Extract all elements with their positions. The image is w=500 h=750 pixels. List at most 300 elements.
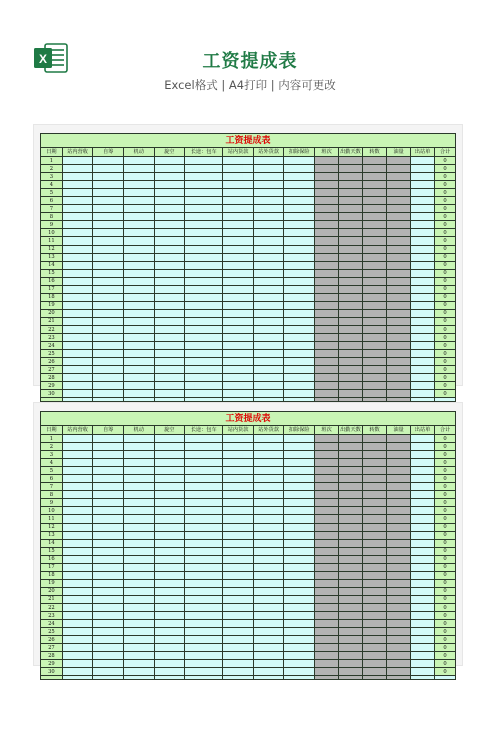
data-cell[interactable] bbox=[62, 555, 93, 563]
day-cell[interactable]: 17 bbox=[41, 285, 63, 293]
data-cell[interactable] bbox=[223, 237, 254, 245]
day-cell[interactable]: 4 bbox=[41, 459, 63, 467]
data-cell[interactable] bbox=[253, 350, 284, 358]
day-cell[interactable]: 8 bbox=[41, 491, 63, 499]
data-cell[interactable] bbox=[338, 523, 362, 531]
total-cell[interactable]: 0 bbox=[435, 555, 456, 563]
data-cell[interactable] bbox=[253, 523, 284, 531]
data-cell[interactable] bbox=[314, 676, 338, 680]
day-cell[interactable]: 20 bbox=[41, 309, 63, 317]
data-cell[interactable] bbox=[314, 325, 338, 333]
data-cell[interactable] bbox=[363, 165, 387, 173]
data-cell[interactable] bbox=[253, 325, 284, 333]
data-cell[interactable] bbox=[223, 157, 254, 165]
data-cell[interactable] bbox=[363, 595, 387, 603]
data-cell[interactable] bbox=[154, 342, 185, 350]
total-cell[interactable]: 0 bbox=[435, 205, 456, 213]
data-cell[interactable] bbox=[123, 309, 154, 317]
data-cell[interactable] bbox=[338, 334, 362, 342]
data-cell[interactable] bbox=[387, 269, 411, 277]
data-cell[interactable] bbox=[363, 213, 387, 221]
day-cell[interactable]: 28 bbox=[41, 374, 63, 382]
data-cell[interactable] bbox=[123, 507, 154, 515]
data-cell[interactable] bbox=[411, 213, 435, 221]
data-cell[interactable] bbox=[185, 366, 223, 374]
data-cell[interactable] bbox=[123, 277, 154, 285]
data-cell[interactable] bbox=[363, 237, 387, 245]
data-cell[interactable] bbox=[338, 652, 362, 660]
data-cell[interactable] bbox=[314, 390, 338, 398]
data-cell[interactable] bbox=[284, 547, 315, 555]
data-cell[interactable] bbox=[253, 285, 284, 293]
data-cell[interactable] bbox=[123, 221, 154, 229]
data-cell[interactable] bbox=[62, 181, 93, 189]
data-cell[interactable] bbox=[387, 459, 411, 467]
data-cell[interactable] bbox=[123, 325, 154, 333]
data-cell[interactable] bbox=[387, 157, 411, 165]
data-cell[interactable] bbox=[314, 579, 338, 587]
data-cell[interactable] bbox=[338, 451, 362, 459]
data-cell[interactable] bbox=[284, 382, 315, 390]
day-cell[interactable]: 22 bbox=[41, 325, 63, 333]
data-cell[interactable] bbox=[284, 197, 315, 205]
data-cell[interactable] bbox=[411, 181, 435, 189]
data-cell[interactable] bbox=[253, 277, 284, 285]
data-cell[interactable] bbox=[185, 676, 223, 680]
total-cell[interactable]: 0 bbox=[435, 309, 456, 317]
data-cell[interactable] bbox=[411, 358, 435, 366]
data-cell[interactable] bbox=[93, 301, 124, 309]
data-cell[interactable] bbox=[411, 612, 435, 620]
total-cell[interactable]: 0 bbox=[435, 628, 456, 636]
data-cell[interactable] bbox=[62, 612, 93, 620]
data-cell[interactable] bbox=[387, 547, 411, 555]
data-cell[interactable] bbox=[62, 261, 93, 269]
total-cell[interactable]: 0 bbox=[435, 237, 456, 245]
data-cell[interactable] bbox=[93, 595, 124, 603]
data-cell[interactable] bbox=[93, 181, 124, 189]
data-cell[interactable] bbox=[253, 221, 284, 229]
data-cell[interactable] bbox=[411, 515, 435, 523]
day-cell[interactable]: 24 bbox=[41, 342, 63, 350]
data-cell[interactable] bbox=[62, 197, 93, 205]
data-cell[interactable] bbox=[62, 325, 93, 333]
data-cell[interactable] bbox=[411, 205, 435, 213]
data-cell[interactable] bbox=[253, 374, 284, 382]
data-cell[interactable] bbox=[93, 285, 124, 293]
data-cell[interactable] bbox=[411, 317, 435, 325]
data-cell[interactable] bbox=[411, 374, 435, 382]
data-cell[interactable] bbox=[363, 390, 387, 398]
data-cell[interactable] bbox=[338, 342, 362, 350]
data-cell[interactable] bbox=[314, 382, 338, 390]
day-cell[interactable]: 10 bbox=[41, 229, 63, 237]
data-cell[interactable] bbox=[62, 301, 93, 309]
data-cell[interactable] bbox=[387, 507, 411, 515]
data-cell[interactable] bbox=[253, 652, 284, 660]
data-cell[interactable] bbox=[387, 358, 411, 366]
data-cell[interactable] bbox=[93, 644, 124, 652]
data-cell[interactable] bbox=[253, 603, 284, 611]
data-cell[interactable] bbox=[154, 459, 185, 467]
data-cell[interactable] bbox=[154, 213, 185, 221]
data-cell[interactable] bbox=[123, 668, 154, 676]
data-cell[interactable] bbox=[284, 309, 315, 317]
data-cell[interactable] bbox=[387, 374, 411, 382]
data-cell[interactable] bbox=[387, 660, 411, 668]
data-cell[interactable] bbox=[411, 523, 435, 531]
day-cell[interactable]: 10 bbox=[41, 507, 63, 515]
data-cell[interactable] bbox=[123, 547, 154, 555]
data-cell[interactable] bbox=[363, 459, 387, 467]
data-cell[interactable] bbox=[253, 483, 284, 491]
data-cell[interactable] bbox=[154, 563, 185, 571]
total-cell[interactable]: 0 bbox=[435, 157, 456, 165]
data-cell[interactable] bbox=[154, 325, 185, 333]
data-cell[interactable] bbox=[93, 165, 124, 173]
data-cell[interactable] bbox=[123, 483, 154, 491]
data-cell[interactable] bbox=[185, 531, 223, 539]
data-cell[interactable] bbox=[435, 676, 456, 680]
data-cell[interactable] bbox=[223, 451, 254, 459]
data-cell[interactable] bbox=[338, 237, 362, 245]
data-cell[interactable] bbox=[314, 636, 338, 644]
data-cell[interactable] bbox=[363, 515, 387, 523]
data-cell[interactable] bbox=[363, 358, 387, 366]
data-cell[interactable] bbox=[93, 245, 124, 253]
day-cell[interactable]: 12 bbox=[41, 245, 63, 253]
data-cell[interactable] bbox=[123, 555, 154, 563]
data-cell[interactable] bbox=[123, 334, 154, 342]
data-cell[interactable] bbox=[223, 229, 254, 237]
data-cell[interactable] bbox=[284, 563, 315, 571]
data-cell[interactable] bbox=[185, 523, 223, 531]
data-cell[interactable] bbox=[93, 221, 124, 229]
data-cell[interactable] bbox=[223, 261, 254, 269]
total-cell[interactable]: 0 bbox=[435, 523, 456, 531]
data-cell[interactable] bbox=[338, 483, 362, 491]
data-cell[interactable] bbox=[185, 309, 223, 317]
data-cell[interactable] bbox=[338, 539, 362, 547]
data-cell[interactable] bbox=[284, 628, 315, 636]
total-cell[interactable]: 0 bbox=[435, 189, 456, 197]
data-cell[interactable] bbox=[338, 475, 362, 483]
data-cell[interactable] bbox=[411, 390, 435, 398]
data-cell[interactable] bbox=[253, 579, 284, 587]
data-cell[interactable] bbox=[185, 317, 223, 325]
data-cell[interactable] bbox=[154, 165, 185, 173]
data-cell[interactable] bbox=[223, 374, 254, 382]
data-cell[interactable] bbox=[185, 483, 223, 491]
total-cell[interactable]: 0 bbox=[435, 261, 456, 269]
data-cell[interactable] bbox=[314, 443, 338, 451]
data-cell[interactable] bbox=[223, 317, 254, 325]
data-cell[interactable] bbox=[223, 350, 254, 358]
data-cell[interactable] bbox=[93, 189, 124, 197]
data-cell[interactable] bbox=[93, 628, 124, 636]
data-cell[interactable] bbox=[123, 499, 154, 507]
data-cell[interactable] bbox=[154, 285, 185, 293]
data-cell[interactable] bbox=[223, 342, 254, 350]
data-cell[interactable] bbox=[253, 309, 284, 317]
data-cell[interactable] bbox=[314, 451, 338, 459]
data-cell[interactable] bbox=[185, 374, 223, 382]
data-cell[interactable] bbox=[387, 382, 411, 390]
data-cell[interactable] bbox=[411, 628, 435, 636]
data-cell[interactable] bbox=[154, 579, 185, 587]
data-cell[interactable] bbox=[62, 628, 93, 636]
total-cell[interactable]: 0 bbox=[435, 277, 456, 285]
data-cell[interactable] bbox=[253, 382, 284, 390]
total-cell[interactable]: 0 bbox=[435, 221, 456, 229]
data-cell[interactable] bbox=[223, 668, 254, 676]
data-cell[interactable] bbox=[185, 390, 223, 398]
data-cell[interactable] bbox=[284, 350, 315, 358]
data-cell[interactable] bbox=[123, 459, 154, 467]
data-cell[interactable] bbox=[123, 539, 154, 547]
data-cell[interactable] bbox=[253, 563, 284, 571]
data-cell[interactable] bbox=[284, 253, 315, 261]
total-cell[interactable]: 0 bbox=[435, 443, 456, 451]
data-cell[interactable] bbox=[93, 451, 124, 459]
total-cell[interactable]: 0 bbox=[435, 531, 456, 539]
data-cell[interactable] bbox=[93, 668, 124, 676]
data-cell[interactable] bbox=[314, 491, 338, 499]
data-cell[interactable] bbox=[314, 245, 338, 253]
data-cell[interactable] bbox=[363, 221, 387, 229]
data-cell[interactable] bbox=[253, 293, 284, 301]
data-cell[interactable] bbox=[411, 595, 435, 603]
data-cell[interactable] bbox=[253, 595, 284, 603]
data-cell[interactable] bbox=[185, 334, 223, 342]
data-cell[interactable] bbox=[363, 189, 387, 197]
data-cell[interactable] bbox=[154, 358, 185, 366]
data-cell[interactable] bbox=[314, 499, 338, 507]
data-cell[interactable] bbox=[411, 603, 435, 611]
data-cell[interactable] bbox=[363, 491, 387, 499]
data-cell[interactable] bbox=[411, 571, 435, 579]
data-cell[interactable] bbox=[338, 571, 362, 579]
data-cell[interactable] bbox=[338, 603, 362, 611]
data-cell[interactable] bbox=[185, 189, 223, 197]
data-cell[interactable] bbox=[284, 374, 315, 382]
data-cell[interactable] bbox=[123, 374, 154, 382]
data-cell[interactable] bbox=[284, 451, 315, 459]
data-cell[interactable] bbox=[411, 173, 435, 181]
data-cell[interactable] bbox=[387, 366, 411, 374]
day-cell[interactable]: 16 bbox=[41, 277, 63, 285]
data-cell[interactable] bbox=[387, 523, 411, 531]
data-cell[interactable] bbox=[123, 587, 154, 595]
data-cell[interactable] bbox=[154, 382, 185, 390]
data-cell[interactable] bbox=[223, 644, 254, 652]
data-cell[interactable] bbox=[154, 499, 185, 507]
data-cell[interactable] bbox=[387, 181, 411, 189]
data-cell[interactable] bbox=[253, 237, 284, 245]
total-cell[interactable]: 0 bbox=[435, 563, 456, 571]
data-cell[interactable] bbox=[185, 261, 223, 269]
data-cell[interactable] bbox=[314, 612, 338, 620]
day-cell[interactable]: 30 bbox=[41, 668, 63, 676]
data-cell[interactable] bbox=[154, 523, 185, 531]
total-cell[interactable]: 0 bbox=[435, 253, 456, 261]
data-cell[interactable] bbox=[185, 507, 223, 515]
data-cell[interactable] bbox=[314, 507, 338, 515]
data-cell[interactable] bbox=[284, 515, 315, 523]
data-cell[interactable] bbox=[387, 579, 411, 587]
data-cell[interactable] bbox=[154, 612, 185, 620]
data-cell[interactable] bbox=[411, 531, 435, 539]
data-cell[interactable] bbox=[185, 467, 223, 475]
data-cell[interactable] bbox=[154, 293, 185, 301]
data-cell[interactable] bbox=[363, 668, 387, 676]
data-cell[interactable] bbox=[223, 213, 254, 221]
data-cell[interactable] bbox=[363, 539, 387, 547]
data-cell[interactable] bbox=[284, 555, 315, 563]
total-cell[interactable]: 0 bbox=[435, 325, 456, 333]
data-cell[interactable] bbox=[411, 342, 435, 350]
data-cell[interactable] bbox=[411, 443, 435, 451]
data-cell[interactable] bbox=[387, 277, 411, 285]
data-cell[interactable] bbox=[411, 325, 435, 333]
data-cell[interactable] bbox=[314, 181, 338, 189]
data-cell[interactable] bbox=[387, 213, 411, 221]
data-cell[interactable] bbox=[314, 197, 338, 205]
data-cell[interactable] bbox=[62, 603, 93, 611]
data-cell[interactable] bbox=[185, 644, 223, 652]
data-cell[interactable] bbox=[62, 350, 93, 358]
data-cell[interactable] bbox=[338, 507, 362, 515]
day-cell[interactable]: 13 bbox=[41, 531, 63, 539]
data-cell[interactable] bbox=[387, 603, 411, 611]
data-cell[interactable] bbox=[223, 443, 254, 451]
data-cell[interactable] bbox=[314, 350, 338, 358]
data-cell[interactable] bbox=[62, 515, 93, 523]
day-cell[interactable]: 21 bbox=[41, 595, 63, 603]
data-cell[interactable] bbox=[387, 253, 411, 261]
data-cell[interactable] bbox=[314, 165, 338, 173]
data-cell[interactable] bbox=[284, 301, 315, 309]
data-cell[interactable] bbox=[387, 595, 411, 603]
data-cell[interactable] bbox=[411, 237, 435, 245]
data-cell[interactable] bbox=[185, 382, 223, 390]
data-cell[interactable] bbox=[223, 325, 254, 333]
data-cell[interactable] bbox=[363, 499, 387, 507]
data-cell[interactable] bbox=[387, 165, 411, 173]
data-cell[interactable] bbox=[387, 620, 411, 628]
data-cell[interactable] bbox=[154, 181, 185, 189]
total-cell[interactable]: 0 bbox=[435, 587, 456, 595]
data-cell[interactable] bbox=[363, 309, 387, 317]
day-cell[interactable]: 2 bbox=[41, 443, 63, 451]
data-cell[interactable] bbox=[123, 269, 154, 277]
data-cell[interactable] bbox=[223, 181, 254, 189]
data-cell[interactable] bbox=[338, 636, 362, 644]
data-cell[interactable] bbox=[123, 660, 154, 668]
data-cell[interactable] bbox=[284, 358, 315, 366]
total-cell[interactable]: 0 bbox=[435, 374, 456, 382]
data-cell[interactable] bbox=[284, 205, 315, 213]
data-cell[interactable] bbox=[253, 443, 284, 451]
data-cell[interactable] bbox=[123, 301, 154, 309]
data-cell[interactable] bbox=[123, 467, 154, 475]
data-cell[interactable] bbox=[223, 435, 254, 443]
data-cell[interactable] bbox=[185, 491, 223, 499]
data-cell[interactable] bbox=[284, 459, 315, 467]
data-cell[interactable] bbox=[62, 467, 93, 475]
data-cell[interactable] bbox=[223, 358, 254, 366]
data-cell[interactable] bbox=[253, 475, 284, 483]
data-cell[interactable] bbox=[62, 451, 93, 459]
data-cell[interactable] bbox=[223, 253, 254, 261]
total-cell[interactable]: 0 bbox=[435, 603, 456, 611]
data-cell[interactable] bbox=[411, 285, 435, 293]
data-cell[interactable] bbox=[185, 245, 223, 253]
data-cell[interactable] bbox=[253, 334, 284, 342]
data-cell[interactable] bbox=[253, 213, 284, 221]
day-cell[interactable]: 6 bbox=[41, 197, 63, 205]
data-cell[interactable] bbox=[123, 245, 154, 253]
data-cell[interactable] bbox=[284, 342, 315, 350]
data-cell[interactable] bbox=[387, 205, 411, 213]
total-cell[interactable]: 0 bbox=[435, 245, 456, 253]
data-cell[interactable] bbox=[185, 221, 223, 229]
data-cell[interactable] bbox=[123, 523, 154, 531]
data-cell[interactable] bbox=[223, 571, 254, 579]
data-cell[interactable] bbox=[411, 253, 435, 261]
data-cell[interactable] bbox=[223, 390, 254, 398]
data-cell[interactable] bbox=[284, 612, 315, 620]
data-cell[interactable] bbox=[314, 467, 338, 475]
day-cell[interactable]: 3 bbox=[41, 451, 63, 459]
data-cell[interactable] bbox=[62, 595, 93, 603]
data-cell[interactable] bbox=[387, 539, 411, 547]
total-cell[interactable]: 0 bbox=[435, 390, 456, 398]
data-cell[interactable] bbox=[411, 189, 435, 197]
data-cell[interactable] bbox=[411, 475, 435, 483]
data-cell[interactable] bbox=[62, 507, 93, 515]
data-cell[interactable] bbox=[185, 173, 223, 181]
data-cell[interactable] bbox=[93, 261, 124, 269]
data-cell[interactable] bbox=[93, 325, 124, 333]
data-cell[interactable] bbox=[154, 644, 185, 652]
data-cell[interactable] bbox=[338, 309, 362, 317]
data-cell[interactable] bbox=[223, 587, 254, 595]
data-cell[interactable] bbox=[223, 269, 254, 277]
data-cell[interactable] bbox=[253, 451, 284, 459]
day-cell[interactable]: 22 bbox=[41, 603, 63, 611]
data-cell[interactable] bbox=[62, 563, 93, 571]
data-cell[interactable] bbox=[123, 317, 154, 325]
data-cell[interactable] bbox=[154, 555, 185, 563]
total-cell[interactable]: 0 bbox=[435, 342, 456, 350]
data-cell[interactable] bbox=[185, 555, 223, 563]
data-cell[interactable] bbox=[154, 676, 185, 680]
data-cell[interactable] bbox=[253, 587, 284, 595]
data-cell[interactable] bbox=[338, 531, 362, 539]
data-cell[interactable] bbox=[93, 547, 124, 555]
data-cell[interactable] bbox=[223, 475, 254, 483]
data-cell[interactable] bbox=[363, 366, 387, 374]
data-cell[interactable] bbox=[154, 221, 185, 229]
data-cell[interactable] bbox=[411, 644, 435, 652]
data-cell[interactable] bbox=[338, 157, 362, 165]
data-cell[interactable] bbox=[363, 443, 387, 451]
data-cell[interactable] bbox=[93, 539, 124, 547]
data-cell[interactable] bbox=[93, 382, 124, 390]
day-cell[interactable]: 23 bbox=[41, 334, 63, 342]
data-cell[interactable] bbox=[253, 628, 284, 636]
